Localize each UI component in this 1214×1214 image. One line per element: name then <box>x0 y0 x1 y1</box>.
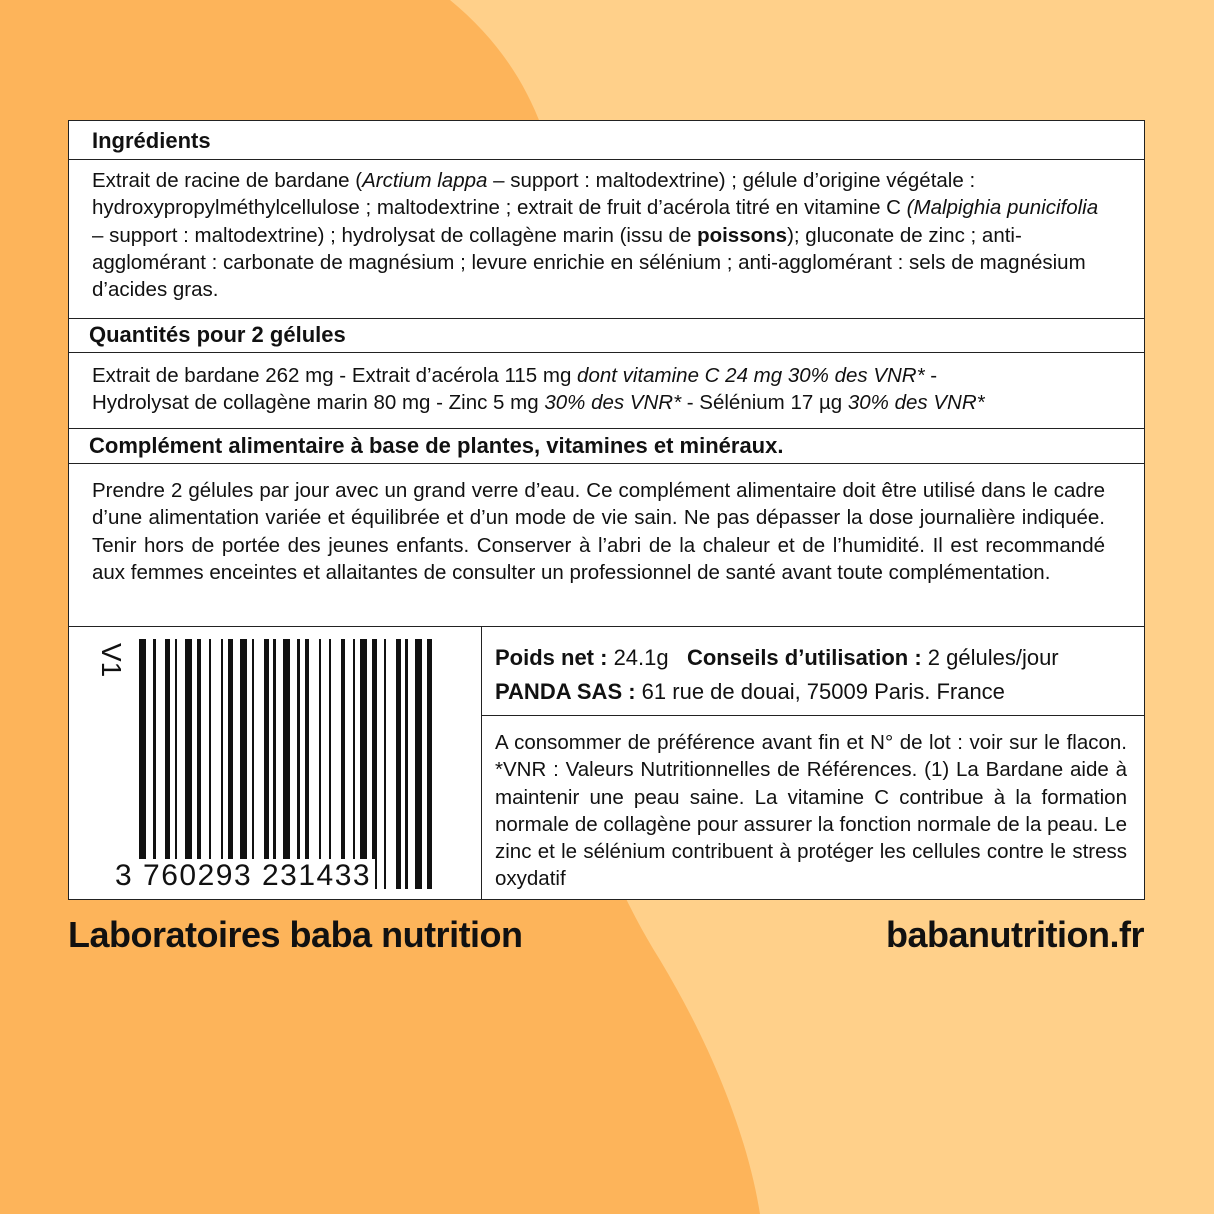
barcode-bar <box>153 639 155 889</box>
barcode-bar <box>197 639 202 889</box>
ingredients-text: Extrait de racine de bardane (Arctium lappa – support : maltodextrine) ; gélule d’origine végétale : hydroxypropylméthylcellulose ; maltodextrine ; extrait de fruit d’acérola titré en vitamine C (Malpighia punicifolia – support : maltodextrine) ; hydrolysat de collagène marin (issu de poissons); gluconate de zinc ; anti-agglomérant : carbonate de magnésium ; levure enrichie en sélénium ; anti-agglomérant : sels de magnésium d’acides gras. <box>92 169 1099 302</box>
barcode-bar <box>221 639 223 889</box>
barcode-bar <box>319 639 321 889</box>
barcode-bar <box>372 639 377 889</box>
barcode-bar <box>384 639 386 889</box>
brand-name: Laboratoires baba nutrition <box>68 914 523 955</box>
barcode-bar <box>264 639 269 889</box>
barcode-bar <box>396 639 401 889</box>
barcode-bar <box>165 639 170 889</box>
barcode-bar <box>297 639 299 889</box>
barcode-bar <box>405 639 407 889</box>
barcode-bar <box>185 639 192 889</box>
product-label <box>68 120 1145 900</box>
barcode-bar <box>341 639 346 889</box>
barcode-bar <box>305 639 310 889</box>
barcode-digits: 3 760293 231433 <box>111 859 375 893</box>
barcode-bar <box>329 639 331 889</box>
barcode-bar <box>427 639 432 889</box>
barcode-bar <box>353 639 355 889</box>
barcode-bar <box>415 639 422 889</box>
product-info: Poids net : 24.1g Conseils d’utilisation : 2 gélules/jour PANDA SAS : 61 rue de douai, 75009 Paris. France <box>495 645 1059 704</box>
barcode-bar <box>228 639 233 889</box>
barcode-bar <box>209 639 211 889</box>
barcode-bar <box>175 639 177 889</box>
quantities-heading: Quantités pour 2 gélules <box>89 322 346 347</box>
barcode <box>139 639 433 889</box>
legal-notes: A consommer de préférence avant fin et N° de lot : voir sur le flacon. *VNR : Valeurs Nutritionnelles de Références. (1) La Bardane aide à maintenir une peau saine. La vitamine C contribue à la formation normale de collagène pour assurer la fonction normale de la peau. Le zinc et le sélénium contribuent à protéger les cellules contre le stress oxydatif <box>495 731 1127 891</box>
website-link[interactable]: babanutrition.fr <box>886 914 1144 955</box>
quantities-text: Extrait de bardane 262 mg - Extrait d’acérola 115 mg dont vitamine C 24 mg 30% des VNR* - Hydrolysat de collagène marin 80 mg - Zinc 5 mg 30% des VNR* - Sélénium 17 µg 30% des VNR* <box>92 364 985 415</box>
complement-heading: Complément alimentaire à base de plantes, vitamines et minéraux. <box>89 433 784 458</box>
barcode-bar <box>283 639 290 889</box>
usage-instructions: Prendre 2 gélules par jour avec un grand verre d’eau. Ce complément alimentaire doit être utilisé dans le cadre d’une alimentation variée et équilibrée et d’un mode de vie sain. Ne pas dépasser la dose journalière indiquée. Tenir hors de portée des jeunes enfants. Conserver à l’abri de la chaleur et de l’humidité. Il est recommandé aux femmes enceintes et allaitantes de consulter un professionnel de santé avant toute complémentation. <box>92 479 1105 584</box>
ingredients-heading: Ingrédients <box>92 128 211 153</box>
barcode-bar <box>240 639 247 889</box>
barcode-bar <box>360 639 367 889</box>
barcode-bar <box>273 639 275 889</box>
version-label: V1 <box>96 643 127 678</box>
barcode-bar <box>252 639 254 889</box>
barcode-bar <box>139 639 146 889</box>
